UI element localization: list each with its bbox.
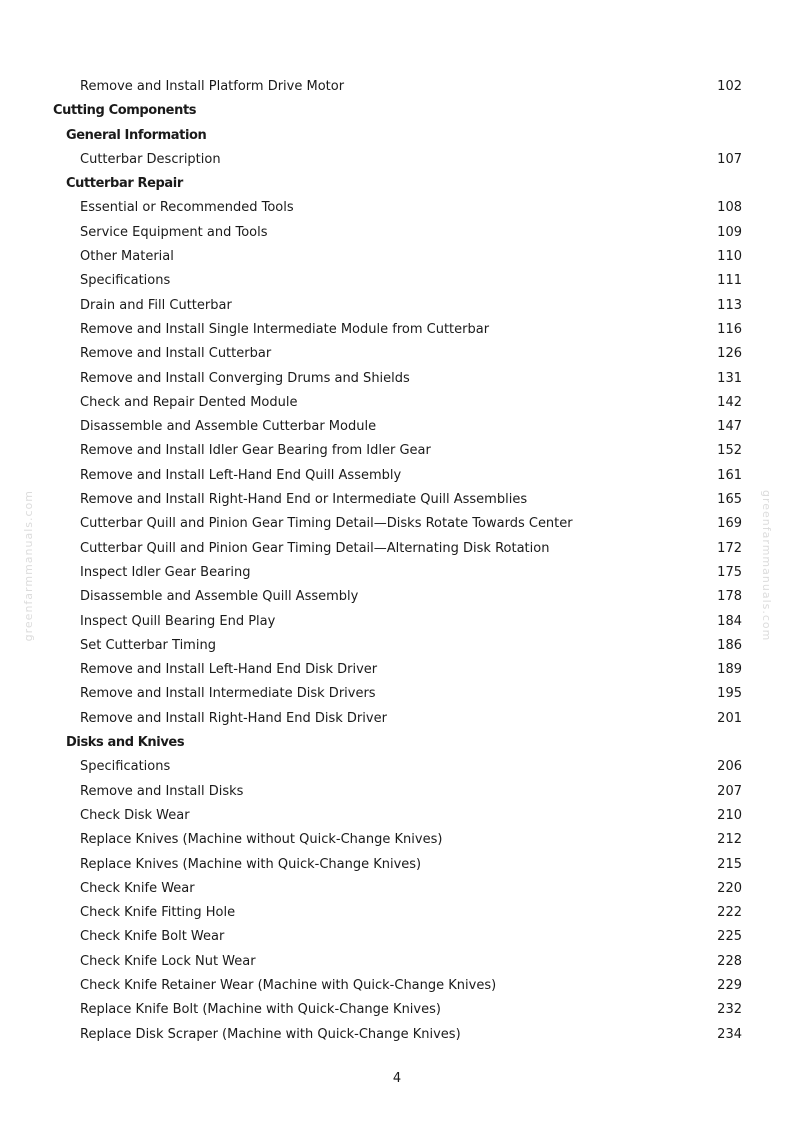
toc-entry-title: Cutting Components bbox=[53, 103, 197, 119]
toc-entry-page: 215 bbox=[717, 856, 742, 872]
toc-entry-page: 152 bbox=[717, 443, 742, 459]
toc-entry[interactable] bbox=[0, 75, 794, 99]
toc-entry-page: 184 bbox=[717, 613, 742, 629]
toc-entry-title: Disks and Knives bbox=[66, 735, 185, 751]
toc-entry[interactable] bbox=[0, 998, 794, 1022]
toc-entry-title: Remove and Install Idler Gear Bearing from Idler Gear bbox=[80, 443, 431, 459]
toc-entry-page: 229 bbox=[717, 977, 742, 993]
toc-entry-title: Replace Disk Scraper (Machine with Quick-Change Knives) bbox=[80, 1026, 461, 1042]
toc-entry-page: 178 bbox=[717, 589, 742, 605]
toc-entry[interactable] bbox=[0, 488, 794, 512]
toc-entry-title: Other Material bbox=[80, 249, 174, 265]
toc-entry-page: 169 bbox=[717, 516, 742, 532]
toc-entry-page: 225 bbox=[717, 929, 742, 945]
toc-entry-page: 189 bbox=[717, 662, 742, 678]
toc-entry-page: 172 bbox=[717, 540, 742, 556]
toc-entry-title: Remove and Install Intermediate Disk Drivers bbox=[80, 686, 376, 702]
toc-entry[interactable] bbox=[0, 367, 794, 391]
toc-entry[interactable] bbox=[0, 804, 794, 828]
toc-entry-page: 107 bbox=[717, 151, 742, 167]
toc-entry-page: 147 bbox=[717, 419, 742, 435]
toc-entry[interactable] bbox=[0, 464, 794, 488]
toc-entry-page: 165 bbox=[717, 492, 742, 508]
toc-entry[interactable] bbox=[0, 707, 794, 731]
toc-entry[interactable] bbox=[0, 196, 794, 220]
watermark-left: greenfarmmanuals.com bbox=[22, 490, 35, 642]
toc-entry-title: Essential or Recommended Tools bbox=[80, 200, 294, 216]
toc-entry[interactable] bbox=[0, 561, 794, 585]
toc-entry-title: Remove and Install Platform Drive Motor bbox=[80, 79, 345, 94]
toc-entry-page: 111 bbox=[717, 273, 742, 289]
toc-entry-title: Remove and Install Single Intermediate Module from Cutterbar bbox=[80, 321, 490, 337]
toc-entry-title: Remove and Install Disks bbox=[80, 783, 244, 799]
toc-entry-title: Check Knife Retainer Wear (Machine with Quick-Change Knives) bbox=[80, 977, 497, 993]
toc-entry-page: 232 bbox=[717, 1002, 742, 1018]
toc-entry-page: 195 bbox=[717, 686, 742, 702]
toc-entry[interactable] bbox=[0, 658, 794, 682]
toc-entry-title: General Information bbox=[66, 127, 207, 143]
toc-section-heading[interactable] bbox=[0, 99, 794, 123]
toc-entry[interactable] bbox=[0, 610, 794, 634]
toc-entry-title: Cutterbar Description bbox=[80, 151, 221, 167]
toc-entry[interactable] bbox=[0, 780, 794, 804]
toc-entry-page: 108 bbox=[717, 200, 742, 216]
toc-entry-page: 228 bbox=[717, 953, 742, 969]
toc-entry[interactable] bbox=[0, 950, 794, 974]
toc-entry-page: 186 bbox=[717, 637, 742, 653]
toc-entry[interactable] bbox=[0, 221, 794, 245]
toc-entry-page: 207 bbox=[717, 783, 742, 799]
toc-entry-page: 212 bbox=[717, 832, 742, 848]
toc-entry[interactable] bbox=[0, 318, 794, 342]
toc-entry[interactable] bbox=[0, 634, 794, 658]
toc-entry-page: 131 bbox=[717, 370, 742, 386]
toc-entry-page: 116 bbox=[717, 321, 742, 337]
toc-entry-title: Remove and Install Cutterbar bbox=[80, 346, 272, 362]
toc-entry[interactable] bbox=[0, 828, 794, 852]
toc-entry-title: Check Knife Fitting Hole bbox=[80, 905, 236, 921]
toc-entry-title: Inspect Idler Gear Bearing bbox=[80, 564, 251, 580]
toc-entry-title: Service Equipment and Tools bbox=[80, 224, 268, 240]
toc-entry-title: Check Knife Bolt Wear bbox=[80, 929, 225, 945]
toc-entry[interactable] bbox=[0, 755, 794, 779]
toc-entry[interactable] bbox=[0, 585, 794, 609]
toc-entry-title: Inspect Quill Bearing End Play bbox=[80, 613, 276, 629]
toc-entry-title: Remove and Install Left-Hand End Quill Assembly bbox=[80, 467, 402, 483]
toc-entry-page: 175 bbox=[717, 564, 742, 580]
toc-entry-title: Specifications bbox=[80, 273, 171, 289]
table-of-contents bbox=[0, 75, 794, 1047]
toc-entry-page: 201 bbox=[717, 710, 742, 726]
toc-entry-title: Remove and Install Converging Drums and Shields bbox=[80, 370, 410, 386]
toc-entry[interactable] bbox=[0, 415, 794, 439]
toc-entry-page: 220 bbox=[717, 880, 742, 896]
toc-entry-page: 126 bbox=[717, 346, 742, 362]
toc-entry-title: Check Knife Wear bbox=[80, 880, 195, 896]
toc-entry[interactable] bbox=[0, 853, 794, 877]
toc-entry-title: Cutterbar Quill and Pinion Gear Timing Detail—Disks Rotate Towards Center bbox=[80, 516, 573, 532]
toc-entry[interactable] bbox=[0, 537, 794, 561]
toc-entry-title: Check and Repair Dented Module bbox=[80, 394, 298, 410]
toc-entry-page: 222 bbox=[717, 905, 742, 921]
toc-section-heading[interactable] bbox=[0, 124, 794, 148]
toc-entry[interactable] bbox=[0, 294, 794, 318]
toc-entry-title: Remove and Install Left-Hand End Disk Driver bbox=[80, 662, 378, 678]
toc-entry-title: Specifications bbox=[80, 759, 171, 775]
toc-entry-title: Set Cutterbar Timing bbox=[80, 637, 216, 653]
toc-entry-page: 109 bbox=[717, 224, 742, 240]
toc-entry-title: Check Disk Wear bbox=[80, 807, 190, 823]
toc-entry-title: Remove and Install Right-Hand End Disk Driver bbox=[80, 710, 387, 726]
toc-entry-page: 206 bbox=[717, 759, 742, 775]
toc-entry-page: 113 bbox=[717, 297, 742, 313]
toc-entry-title: Disassemble and Assemble Cutterbar Module bbox=[80, 419, 377, 435]
toc-entry[interactable] bbox=[0, 391, 794, 415]
toc-entry-page: 210 bbox=[717, 807, 742, 823]
toc-entry[interactable] bbox=[0, 245, 794, 269]
toc-entry-page: 161 bbox=[717, 467, 742, 483]
toc-entry-title: Replace Knives (Machine without Quick-Change Knives) bbox=[80, 832, 443, 848]
toc-entry[interactable] bbox=[0, 342, 794, 366]
toc-entry-title: Replace Knives (Machine with Quick-Change Knives) bbox=[80, 856, 422, 872]
toc-entry[interactable] bbox=[0, 148, 794, 172]
toc-entry[interactable] bbox=[0, 512, 794, 536]
toc-entry[interactable] bbox=[0, 925, 794, 949]
toc-entry-page: 234 bbox=[717, 1026, 742, 1042]
toc-entry-page: 102 bbox=[717, 79, 742, 94]
toc-entry[interactable] bbox=[0, 877, 794, 901]
toc-entry[interactable] bbox=[0, 269, 794, 293]
toc-entry-title: Disassemble and Assemble Quill Assembly bbox=[80, 589, 359, 605]
toc-entry[interactable] bbox=[0, 682, 794, 706]
toc-entry-title: Cutterbar Quill and Pinion Gear Timing Detail—Alternating Disk Rotation bbox=[80, 540, 550, 556]
toc-entry-title: Remove and Install Right-Hand End or Intermediate Quill Assemblies bbox=[80, 492, 528, 508]
page-number: 4 bbox=[392, 1071, 402, 1086]
toc-entry[interactable] bbox=[0, 901, 794, 925]
toc-entry[interactable] bbox=[0, 974, 794, 998]
toc-entry-title: Cutterbar Repair bbox=[66, 176, 183, 192]
toc-entry-title: Drain and Fill Cutterbar bbox=[80, 297, 232, 313]
toc-entry[interactable] bbox=[0, 439, 794, 463]
toc-entry-page: 142 bbox=[717, 394, 742, 410]
toc-entry-title: Check Knife Lock Nut Wear bbox=[80, 953, 256, 969]
toc-section-heading[interactable] bbox=[0, 731, 794, 755]
toc-entry-page: 110 bbox=[717, 249, 742, 265]
watermark-right: greenfarmmanuals.com bbox=[760, 490, 773, 642]
toc-section-heading[interactable] bbox=[0, 172, 794, 196]
toc-entry-title: Replace Knife Bolt (Machine with Quick-Change Knives) bbox=[80, 1002, 441, 1018]
toc-entry[interactable] bbox=[0, 1023, 794, 1047]
